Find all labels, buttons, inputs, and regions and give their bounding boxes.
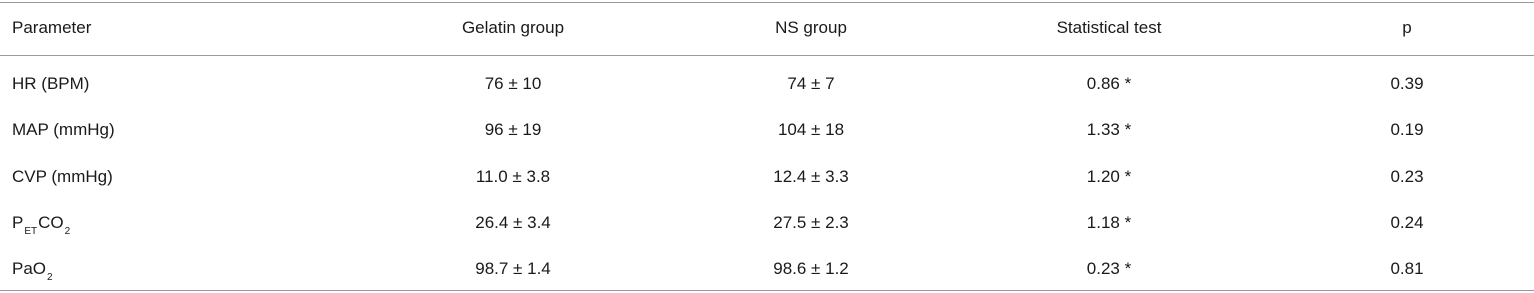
table-row [0,162,1534,192]
param-subscript: 2 [64,226,71,237]
cell-p-value: 0.39 [1390,74,1424,93]
cell-p-value: 0.23 [1390,167,1424,186]
cell-statistical-test: 0.23 * [1086,259,1132,278]
header-parameter: Parameter [12,18,92,37]
top-rule [0,2,1534,3]
header-rule [0,55,1534,56]
param-subscript: 2 [47,272,53,283]
cell-parameter [12,254,54,287]
cell-ns: 27.5 ± 2.3 [773,213,849,232]
cell-ns: 74 ± 7 [787,74,835,93]
table-row [0,115,1534,145]
param-main: PaO [12,259,47,278]
cell-gelatin: 26.4 ± 3.4 [475,213,551,232]
param-subscript: ET [24,226,38,237]
header-statistical-test: Statistical test [1056,18,1162,37]
cell-ns: 12.4 ± 3.3 [773,167,849,186]
cell-gelatin: 76 ± 10 [484,74,542,93]
table-row [0,254,1534,284]
cell-statistical-test: 1.18 * [1086,213,1132,232]
header-row [0,13,1534,43]
table-row [0,208,1534,238]
cell-p-value: 0.24 [1390,213,1424,232]
header-gelatin-group: Gelatin group [461,18,565,37]
header-ns-group: NS group [775,18,847,37]
cell-statistical-test: 1.20 * [1086,167,1132,186]
cell-parameter [12,208,71,241]
cell-ns: 104 ± 18 [777,120,845,139]
cell-p-value: 0.81 [1390,259,1424,278]
cell-statistical-test: 0.86 * [1086,74,1132,93]
bottom-rule [0,290,1534,291]
cell-ns: 98.6 ± 1.2 [773,259,849,278]
param-main: CO [38,213,64,232]
cell-statistical-test: 1.33 * [1086,120,1132,139]
cell-parameter: MAP (mmHg) [12,120,115,139]
param-main: P [12,213,24,232]
cell-gelatin: 98.7 ± 1.4 [475,259,551,278]
cell-parameter: HR (BPM) [12,74,90,93]
cell-gelatin: 11.0 ± 3.8 [475,167,551,186]
cell-gelatin: 96 ± 19 [484,120,542,139]
cell-p-value: 0.19 [1390,120,1424,139]
header-p: p [1402,18,1412,37]
cell-parameter: CVP (mmHg) [12,167,113,186]
table-row [0,69,1534,99]
